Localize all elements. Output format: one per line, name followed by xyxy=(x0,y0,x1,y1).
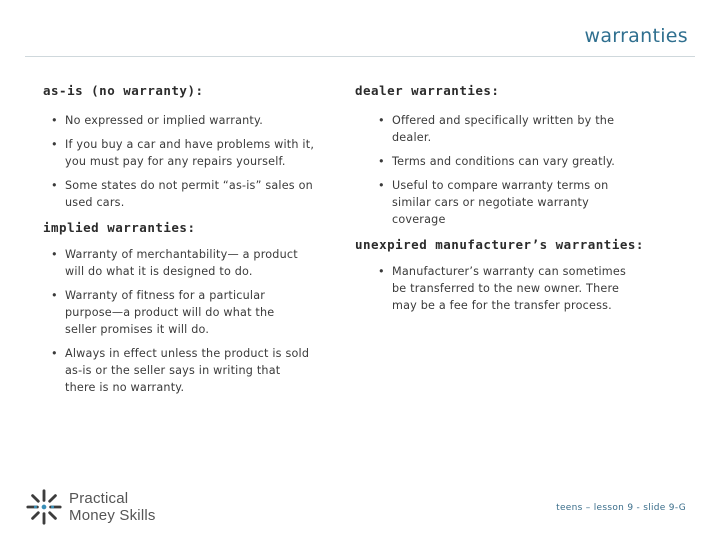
bullet-list-unexpired xyxy=(355,263,675,314)
list-item xyxy=(48,112,333,129)
bullet-dot: • xyxy=(51,248,58,261)
slide-title: warranties xyxy=(584,25,688,47)
list-item xyxy=(48,136,333,170)
logo-line-1: Practical xyxy=(69,490,129,507)
list-item xyxy=(48,177,333,211)
list-item-text: Warranty of merchantability— a product will do what it is designed to do. xyxy=(65,248,298,278)
list-item-text: Always in effect unless the product is sold as-is or the seller says in writing that there is no warranty. xyxy=(65,347,310,394)
section-as-is xyxy=(43,83,333,218)
section-heading-unexpired: unexpired manufacturer’s warranties: xyxy=(355,237,644,252)
section-heading-dealer: dealer warranties: xyxy=(355,83,500,98)
bullet-dot: • xyxy=(51,347,58,360)
section-heading-implied: implied warranties: xyxy=(43,220,196,235)
logo-line-2: Money Skills xyxy=(69,507,156,524)
list-item-text: If you buy a car and have problems with it, you must pay for any repairs yourself. xyxy=(65,138,315,168)
slide-reference: teens – lesson 9 - slide 9-G xyxy=(556,503,686,513)
bullet-dot: • xyxy=(378,265,385,278)
title-divider xyxy=(25,56,695,57)
list-item-text: Useful to compare warranty terms on similar cars or negotiate warranty coverage xyxy=(392,179,609,226)
list-item-text: Warranty of fitness for a particular purpose—a product will do what the seller promises it will do. xyxy=(65,289,275,336)
list-item xyxy=(375,153,652,170)
list-item xyxy=(48,287,305,338)
section-heading-as-is: as-is (no warranty): xyxy=(43,83,204,98)
list-item xyxy=(48,345,310,396)
list-item xyxy=(375,112,622,146)
bullet-dot: • xyxy=(378,179,385,192)
practical-money-skills-logo xyxy=(25,488,156,526)
bullet-dot: • xyxy=(51,179,58,192)
logo-wordmark xyxy=(69,490,156,524)
bullet-dot: • xyxy=(51,114,58,127)
section-unexpired xyxy=(355,237,675,321)
list-item-text: Some states do not permit “as-is” sales on used cars. xyxy=(65,179,313,209)
list-item xyxy=(375,263,642,314)
section-implied xyxy=(43,220,333,403)
bullet-dot: • xyxy=(378,114,385,127)
bullet-dot: • xyxy=(378,155,385,168)
bullet-dot: • xyxy=(51,138,58,151)
list-item xyxy=(375,177,632,228)
list-item-text: Manufacturer’s warranty can sometimes be transferred to the new owner. There may be a fee for the transfer process. xyxy=(392,265,627,312)
list-item xyxy=(48,246,300,280)
list-item-text: Offered and specifically written by the dealer. xyxy=(392,114,615,144)
section-dealer xyxy=(355,83,655,235)
list-item-text: Terms and conditions can vary greatly. xyxy=(392,155,615,168)
bullet-list-as-is xyxy=(43,112,333,211)
sparkle-asterisk-icon xyxy=(25,488,63,526)
bullet-list-dealer xyxy=(355,112,655,228)
bullet-list-implied xyxy=(43,246,333,396)
list-item-text: No expressed or implied warranty. xyxy=(65,114,263,127)
bullet-dot: • xyxy=(51,289,58,302)
